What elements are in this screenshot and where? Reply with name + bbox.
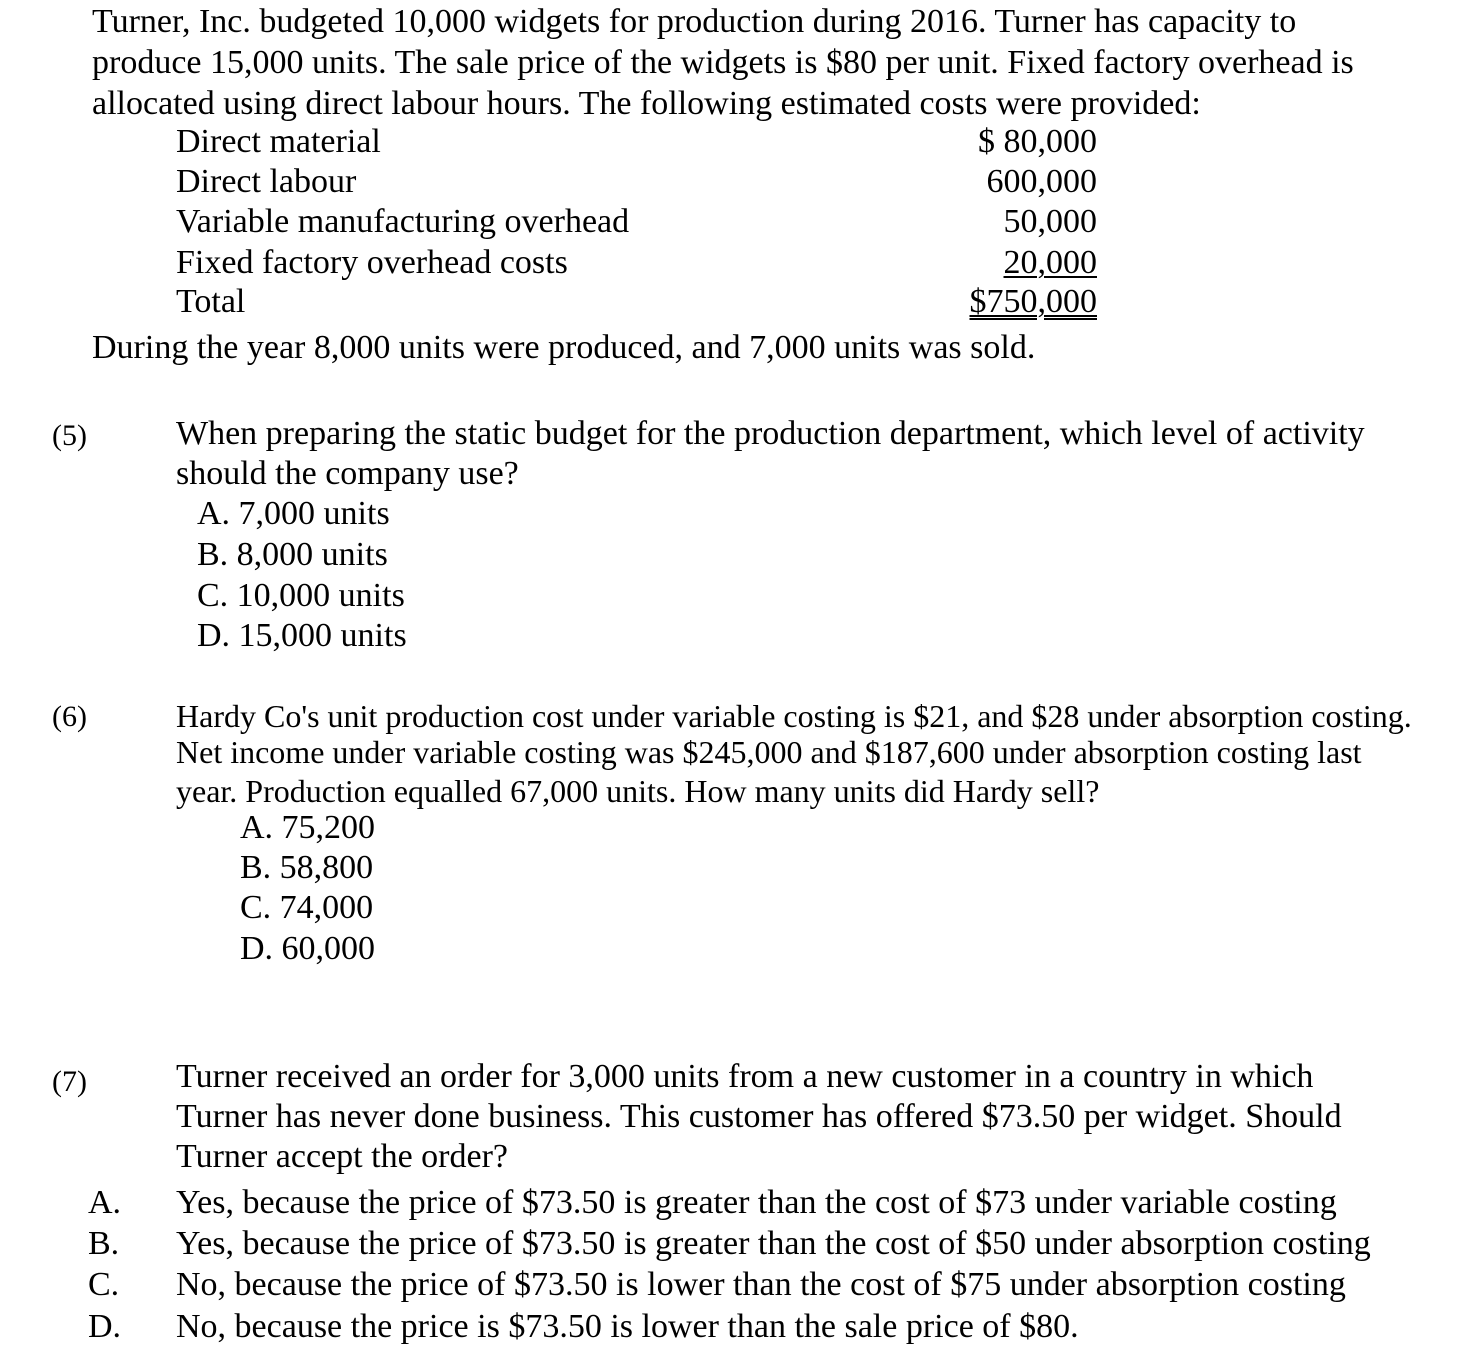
option-c-text: No, because the price of $73.50 is lower than the cost of $75 under absorption costing — [176, 1266, 1346, 1303]
option-d-text: No, because the price is $73.50 is lower than the sale price of $80. — [176, 1308, 1079, 1345]
option-a-letter: A. — [88, 1184, 122, 1221]
option-a: A. 75,200 — [240, 809, 376, 846]
question-text-line: Hardy Co's unit production cost under variable costing is $21, and $28 under absorption costing. — [176, 698, 1412, 734]
question-number: (7) — [52, 1065, 87, 1098]
question-number: (5) — [52, 419, 87, 452]
cost-value-direct-material: $ 80,000 — [978, 123, 1097, 160]
option-d: D. 15,000 units — [197, 617, 407, 654]
option-a: A. 7,000 units — [197, 495, 390, 532]
cost-value-total: $750,000 — [969, 283, 1097, 320]
option-d: D. 60,000 — [240, 930, 376, 967]
option-a-text: Yes, because the price of $73.50 is greater than the cost of $73 under variable costing — [176, 1184, 1337, 1221]
option-b-text: Yes, because the price of $73.50 is greater than the cost of $50 under absorption costing — [176, 1225, 1371, 1262]
cost-label-fixed-overhead: Fixed factory overhead costs — [176, 244, 568, 281]
cost-value-fixed-overhead: 20,000 — [1003, 244, 1097, 281]
question-text-line: Turner received an order for 3,000 units from a new customer in a country in which — [176, 1058, 1314, 1095]
intro-line-1: Turner, Inc. budgeted 10,000 widgets for production during 2016. Turner has capacity to — [92, 3, 1297, 40]
option-d-letter: D. — [88, 1308, 122, 1345]
option-c: C. 74,000 — [240, 889, 374, 926]
cost-label-direct-labour: Direct labour — [176, 163, 357, 200]
question-text-line: Net income under variable costing was $245,000 and $187,600 under absorption costing last — [176, 734, 1362, 770]
question-text-line: year. Production equalled 67,000 units. How many units did Hardy sell? — [176, 773, 1100, 809]
question-text-line: When preparing the static budget for the production department, which level of activity — [176, 415, 1365, 452]
cost-value-direct-labour: 600,000 — [986, 163, 1097, 200]
intro-line-2: produce 15,000 units. The sale price of the widgets is $80 per unit. Fixed factory overhead is — [92, 44, 1354, 81]
intro-closing: During the year 8,000 units were produced, and 7,000 units was sold. — [92, 329, 1036, 366]
option-c: C. 10,000 units — [197, 577, 405, 614]
cost-label-direct-material: Direct material — [176, 123, 381, 160]
cost-label-variable-overhead: Variable manufacturing overhead — [176, 203, 630, 240]
intro-line-3: allocated using direct labour hours. The following estimated costs were provided: — [92, 85, 1201, 122]
option-b-letter: B. — [88, 1225, 120, 1262]
option-b: B. 58,800 — [240, 849, 374, 886]
question-text-line: Turner accept the order? — [176, 1138, 508, 1175]
cost-value-variable-overhead: 50,000 — [1003, 203, 1097, 240]
question-text-line: Turner has never done business. This customer has offered $73.50 per widget. Should — [176, 1098, 1342, 1135]
option-c-letter: C. — [88, 1266, 120, 1303]
question-number: (6) — [52, 700, 87, 733]
question-text-line: should the company use? — [176, 455, 519, 492]
option-b: B. 8,000 units — [197, 536, 388, 573]
cost-label-total: Total — [176, 283, 246, 320]
